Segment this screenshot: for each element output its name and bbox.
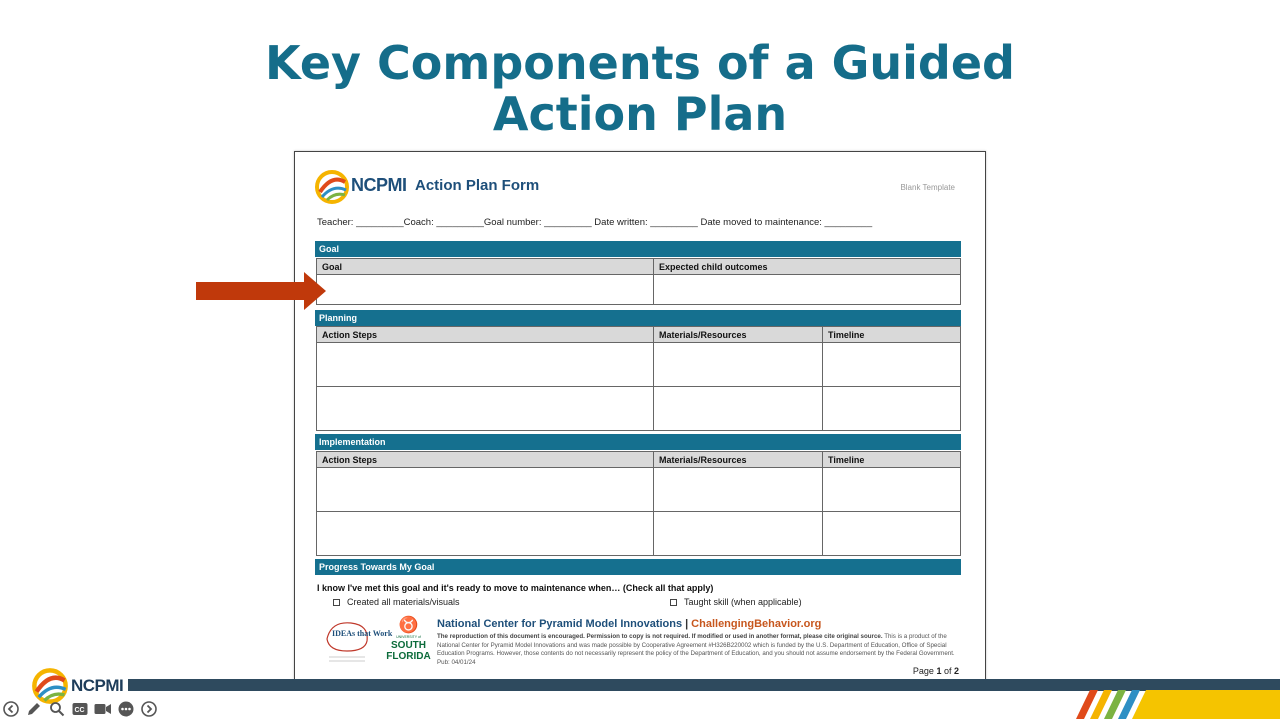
video-button[interactable] <box>94 700 112 718</box>
footer-pub-date: Pub: 04/01/24 <box>437 658 476 666</box>
expected-outcomes-cell <box>654 275 961 305</box>
page-total: 2 <box>953 666 959 676</box>
table-cell <box>823 512 961 556</box>
ideas-logo-text: IDEAs that Work <box>332 629 393 638</box>
implementation-section-header: Implementation <box>315 434 961 450</box>
page-prefix: Page <box>912 666 937 676</box>
more-options-icon <box>118 701 134 717</box>
blank-template-label: Blank Template <box>900 183 955 192</box>
page-number <box>913 666 959 676</box>
form-header <box>315 168 955 208</box>
goal-section-header: Goal <box>315 241 961 257</box>
table-cell <box>823 387 961 431</box>
slide-title <box>240 38 1040 140</box>
planning-materials-header: Materials/Resources <box>654 327 823 343</box>
form-logo-text: NCPMI <box>351 175 407 195</box>
table-cell <box>823 468 961 512</box>
video-camera-icon <box>94 702 112 716</box>
checklist-item <box>670 597 802 607</box>
planning-timeline-header: Timeline <box>823 327 961 343</box>
action-plan-form-document <box>294 151 986 681</box>
planning-action-steps-header: Action Steps <box>317 327 654 343</box>
checkbox <box>333 599 340 606</box>
table-cell <box>317 387 654 431</box>
table-cell <box>823 343 961 387</box>
checklist-item <box>333 597 460 607</box>
goal-column-header: Goal <box>317 259 654 275</box>
footer-notice <box>437 633 957 667</box>
implementation-table <box>316 451 961 556</box>
forward-arrow-icon <box>141 701 157 717</box>
decorative-stripes <box>1068 690 1280 719</box>
table-cell <box>317 343 654 387</box>
usf-bull-icon: ♉ <box>398 617 419 634</box>
implementation-timeline-header: Timeline <box>823 452 961 468</box>
checklist-item-label: Taught skill (when applicable) <box>684 597 802 607</box>
footer-heading <box>437 618 821 630</box>
implementation-materials-header: Materials/Resources <box>654 452 823 468</box>
ideas-that-work-logo <box>321 617 393 667</box>
goal-cell <box>317 275 654 305</box>
more-options-button[interactable] <box>117 700 135 718</box>
pen-button[interactable] <box>25 700 43 718</box>
usf-logo-line3: FLORIDA <box>386 651 431 662</box>
ncpmi-logo-icon <box>315 170 349 204</box>
slide-title-line1: Key Components of a Guided <box>265 36 1015 90</box>
svg-text:CC: CC <box>74 707 85 714</box>
pointer-arrow-icon <box>196 272 326 310</box>
brand-logo-text: NCPMI <box>71 676 124 695</box>
slide-title-line2: Action Plan <box>492 87 788 141</box>
page-current: 1 <box>936 666 942 676</box>
table-cell <box>654 512 823 556</box>
progress-section-header: Progress Towards My Goal <box>315 559 961 575</box>
implementation-action-steps-header: Action Steps <box>317 452 654 468</box>
checklist-item-label: Created all materials/visuals <box>347 597 460 607</box>
progress-question: I know I've met this goal and it's ready to move to maintenance when… (Check all that apply) <box>317 583 714 593</box>
forward-button[interactable] <box>140 700 158 718</box>
footer-org-name: National Center for Pyramid Model Innovations <box>437 618 683 630</box>
table-cell <box>654 387 823 431</box>
checkbox <box>670 599 677 606</box>
usf-logo-line1: UNIVERSITY of <box>396 635 421 639</box>
zoom-button[interactable] <box>48 700 66 718</box>
footer-separator: | <box>685 618 689 630</box>
captions-button[interactable] <box>71 700 89 718</box>
usf-logo <box>386 617 431 669</box>
table-cell <box>654 468 823 512</box>
table-cell <box>317 468 654 512</box>
goal-table <box>316 258 961 305</box>
table-cell <box>317 512 654 556</box>
pen-icon <box>26 701 42 717</box>
planning-section-header: Planning <box>315 310 961 326</box>
usf-logo-line2: SOUTH <box>391 640 426 651</box>
footer-notice-body: This is a product of the National Center for Pyramid Model Innovations and was made possible by Cooperative Agreement #H326B220002 which is funded by the U.S. Department of Education, Office of Special Education Programs. However, those contents do not necessarily represent the policy of the Department of Education, and you should not assume endorsement by the Federal Government. <box>437 633 955 657</box>
form-info-line: Teacher: _________Coach: _________Goal number: _________ Date written: _________ Date moved to maintenance: _________ <box>317 217 873 228</box>
footer-notice-bold: The reproduction of this document is encouraged. Permission to copy is not required. If modified or used in another format, please cite original source. <box>437 633 883 640</box>
back-arrow-icon <box>3 701 19 717</box>
back-button[interactable] <box>2 700 20 718</box>
player-controls <box>2 700 158 718</box>
footer-website: ChallengingBehavior.org <box>691 618 822 630</box>
planning-table <box>316 326 961 431</box>
form-title: Action Plan Form <box>415 177 540 194</box>
zoom-icon <box>49 701 65 717</box>
table-cell <box>654 343 823 387</box>
expected-outcomes-column-header: Expected child outcomes <box>654 259 961 275</box>
page-suffix: of <box>941 666 954 676</box>
captions-icon <box>72 702 88 716</box>
